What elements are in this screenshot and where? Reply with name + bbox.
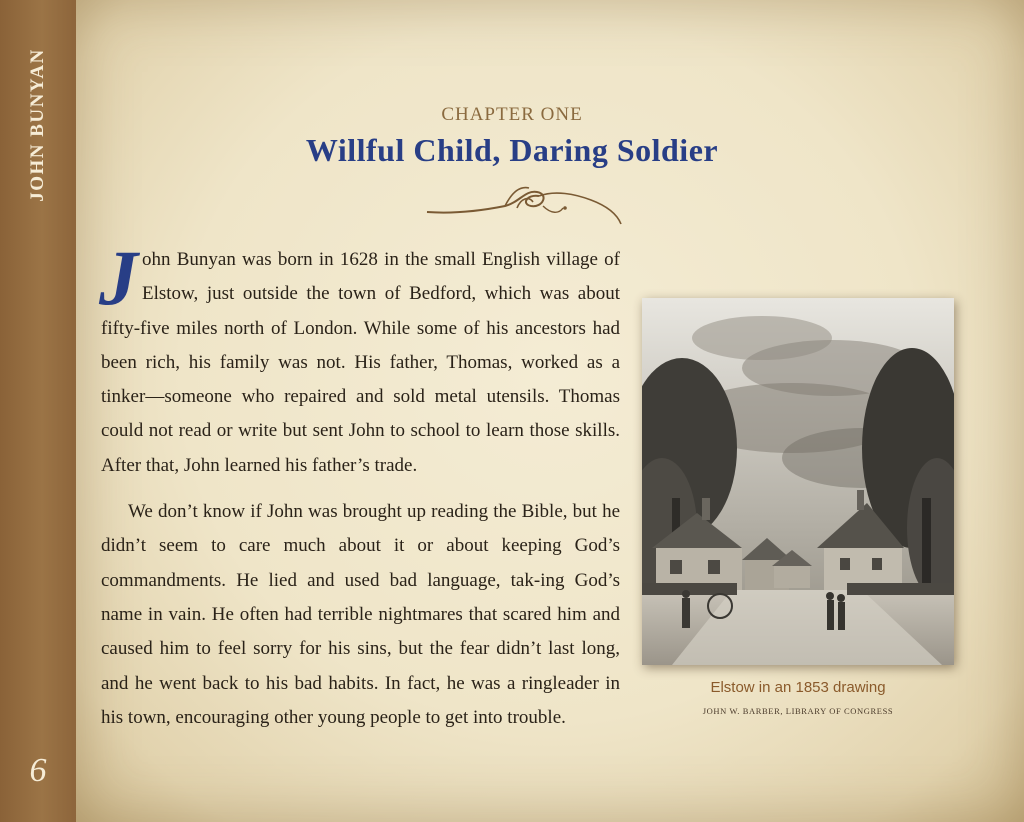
chapter-title: Willful Child, Daring Soldier [305, 132, 719, 168]
paragraph-1-text: ohn Bunyan was born in 1628 in the small English village of Elstow, just outside the town of Bedford, which was about fifty-five miles north of London. While some of his ancestors had been rich, his family was not. His father, Thomas, worked as a tinker—someone who repaired and sold metal utensils. Thomas could not read or write but sent John to school to learn those skills. After that, John learned his father’s trade. [101, 249, 620, 476]
drop-cap: J [99, 234, 138, 321]
body-text [99, 234, 620, 735]
flourish-ornament-icon [425, 180, 625, 226]
chapter-label: CHAPTER ONE [441, 104, 583, 125]
book-title: JOHN BUNYAN [27, 48, 48, 202]
figure-caption: Elstow in an 1853 drawing [710, 679, 886, 696]
elstow-drawing [642, 298, 954, 665]
figure-credit: JOHN W. BARBER, LIBRARY OF CONGRESS [702, 706, 894, 716]
page-number: 6 [29, 752, 47, 789]
paragraph-1 [99, 234, 620, 483]
paragraph-2: We don’t know if John was brought up reading the Bible, but he didn’t seem to care much about it or about keeping God’s commandments. He lied and used bad language, tak-ing God’s name in vain. He often had terrible nightmares that scared him and caused him to feel sorry for his sins, but the fear didn’t last long, and he went back to his bad habits. In fact, he was a ringleader in his town, encouraging other young people to get into trouble. [101, 501, 620, 728]
